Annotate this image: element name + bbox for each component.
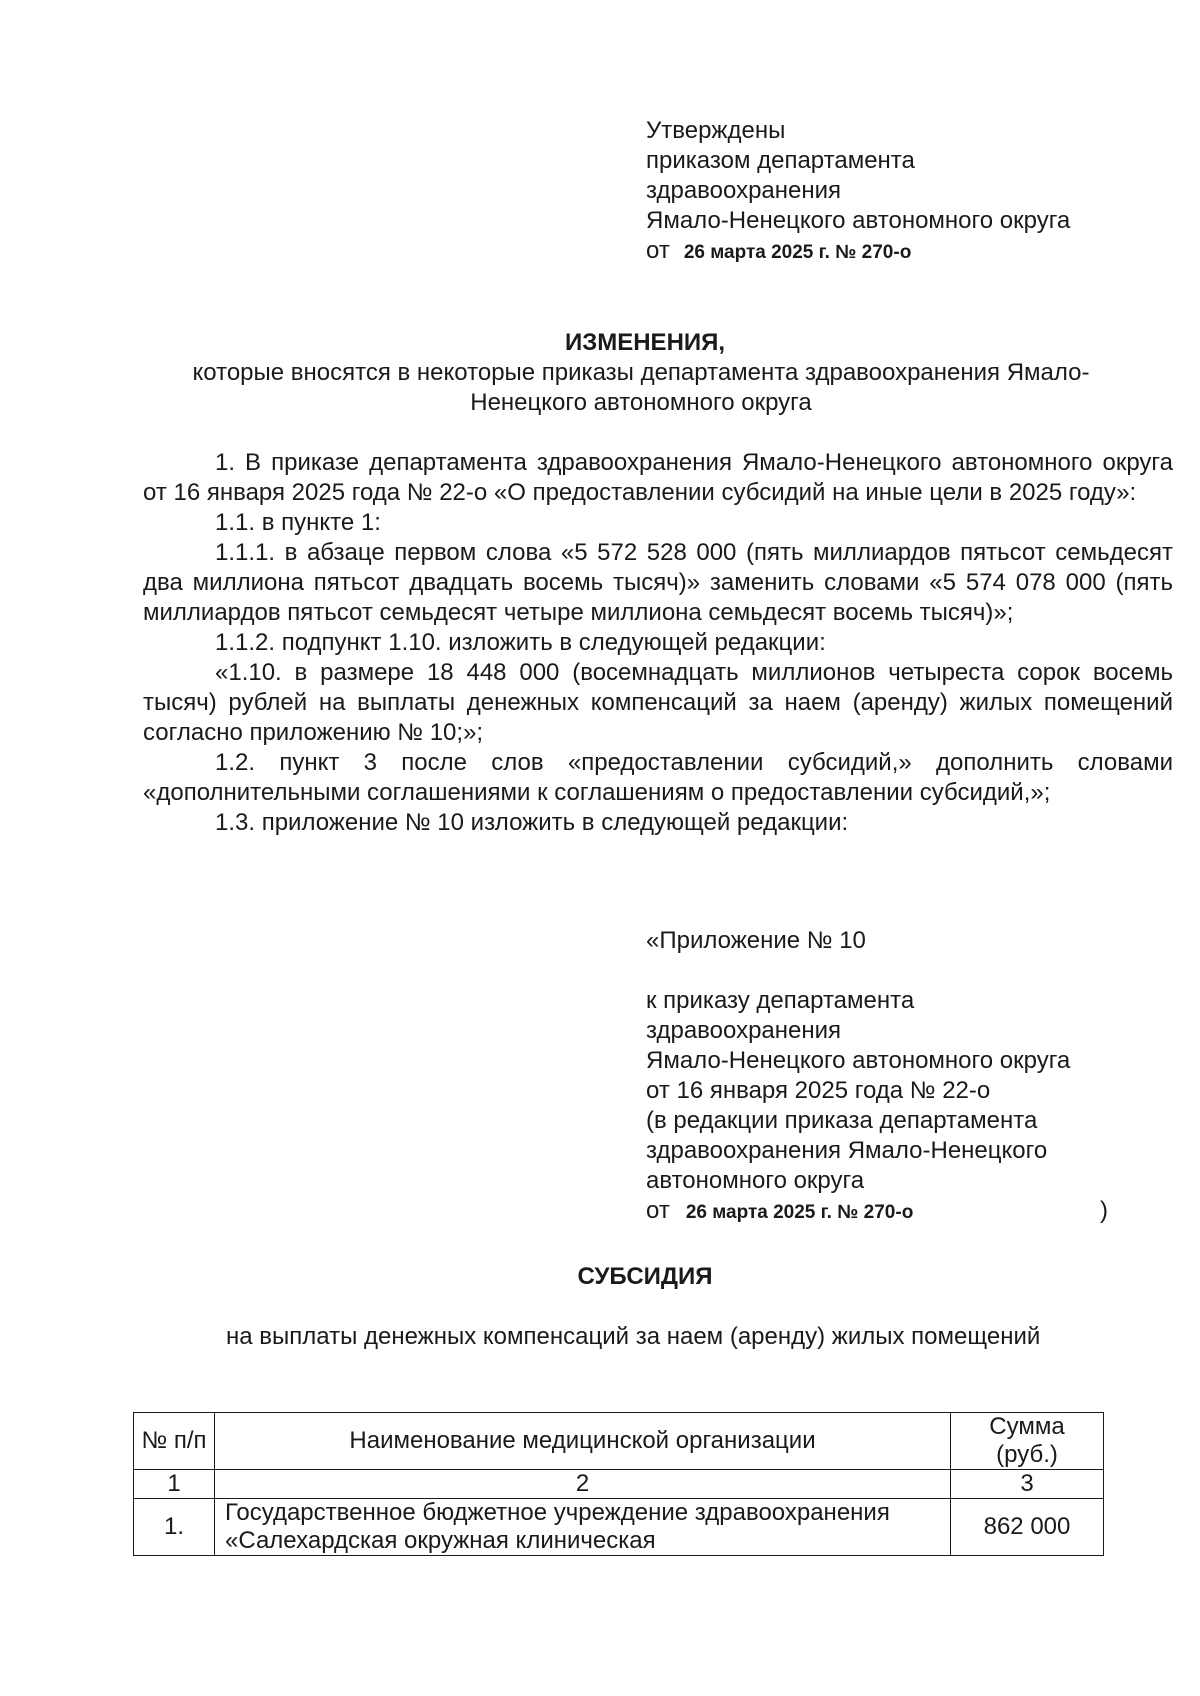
document-title: ИЗМЕНЕНИЯ, [564, 329, 726, 356]
appendix-from: от [646, 1197, 670, 1224]
paragraph: 1. В приказе департамента здравоохранения Ямало-Ненецкого автономного округа от 16 января 2025 года № 22-о «О предоставлении субсидий на иные цели в 2025 году»: [143, 449, 1173, 506]
paragraph: 1.1.1. в абзаце первом слова «5 572 528 000 (пять миллиардов пятьсот семьдесят два миллиона пятьсот двадцать восемь тысяч)» заменить словами «5 574 078 000 (пять миллиардов пятьсот семьдесят четыре миллиона семьдесят восемь тысяч)»; [143, 539, 1173, 626]
appendix-order-line [646, 1196, 1146, 1228]
table-numbering-row [134, 1470, 1104, 1499]
table-row [134, 1499, 1104, 1556]
appendix-block [646, 986, 1146, 1228]
row-number: 1. [134, 1499, 215, 1556]
approval-line: Ямало-Ненецкого автономного округа [646, 207, 1071, 234]
appendix-line: от 16 января 2025 года № 22-о [646, 1077, 991, 1104]
document-body [143, 448, 1173, 838]
appendix-title-text: «Приложение № 10 [646, 927, 866, 954]
numbering-cell: 3 [951, 1470, 1104, 1499]
header-sum: Сумма (руб.) [951, 1413, 1104, 1470]
row-sum: 862 000 [951, 1499, 1104, 1556]
header-organization: Наименование медицинской организации [215, 1413, 951, 1470]
appendix-title [646, 926, 1146, 956]
paragraph: 1.1.2. подпункт 1.10. изложить в следующей редакции: [215, 629, 826, 656]
approval-from: от [646, 237, 670, 264]
document-subtitle: которые вносятся в некоторые приказы департамента здравоохранения Ямало-Ненецкого автономного округа [192, 359, 1090, 416]
appendix-line: здравоохранения [646, 1017, 842, 1044]
header-number: № п/п [134, 1413, 215, 1470]
row-organization: Государственное бюджетное учреждение здравоохранения «Салехардская окружная клиническая [215, 1499, 951, 1556]
approval-line: приказом департамента [646, 147, 915, 174]
approval-block [646, 116, 1166, 268]
approval-order-number: 26 марта 2025 г. № 270-о [683, 242, 912, 263]
paragraph: «1.10. в размере 18 448 000 (восемнадцать миллионов четыреста сорок восемь тысяч) рублей на выплаты денежных компенсаций за наем (аренду) жилых помещений согласно приложению № 10;»; [143, 659, 1173, 746]
paragraph: 1.1. в пункте 1: [215, 509, 381, 536]
appendix-order-number: 26 марта 2025 г. № 270-о [685, 1202, 914, 1223]
appendix-line: здравоохранения Ямало-Ненецкого [646, 1137, 1048, 1164]
numbering-cell: 1 [134, 1470, 215, 1499]
appendix-line: автономного округа [646, 1167, 865, 1194]
approval-line: Утверждены [646, 117, 786, 144]
table-header-row [134, 1413, 1104, 1470]
paragraph: 1.3. приложение № 10 изложить в следующей редакции: [215, 809, 849, 836]
approval-line: здравоохранения [646, 177, 842, 204]
approval-order-line [646, 236, 1166, 268]
subsidy-table [133, 1412, 1104, 1556]
paragraph: 1.2. пункт 3 после слов «предоставлении субсидий,» дополнить словами «дополнительными соглашениями к соглашениям о предоставлении субсидий,»; [143, 749, 1173, 806]
subsidy-description: на выплаты денежных компенсаций за наем (аренду) жилых помещений [226, 1323, 1041, 1350]
appendix-line: (в редакции приказа департамента [646, 1107, 1038, 1134]
subsidy-title: СУБСИДИЯ [577, 1263, 713, 1290]
numbering-cell: 2 [215, 1470, 951, 1499]
appendix-line: Ямало-Ненецкого автономного округа [646, 1047, 1071, 1074]
appendix-line: к приказу департамента [646, 987, 915, 1014]
appendix-close-paren: ) [1100, 1197, 1108, 1224]
